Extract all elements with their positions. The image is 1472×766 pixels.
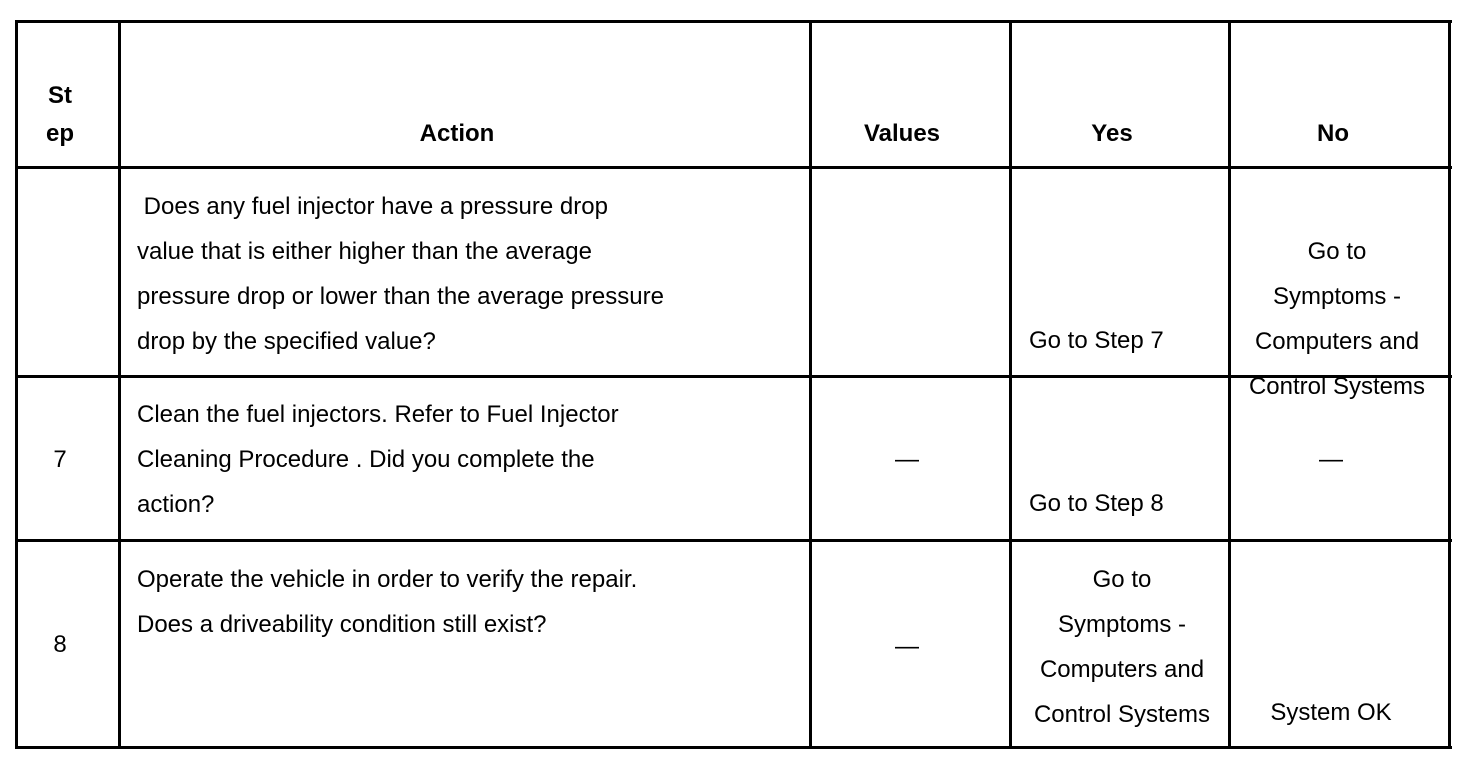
values-cell: — xyxy=(895,446,919,473)
table-rule xyxy=(16,20,1452,23)
no-cell-text: Go to Symptoms - Computers and Control Systems xyxy=(1248,238,1426,400)
no-cell: System OK xyxy=(1270,699,1392,726)
values-cell: — xyxy=(895,633,919,660)
header-values: Values xyxy=(863,120,941,147)
header-no: No xyxy=(1317,120,1349,147)
header-yes: Yes xyxy=(1091,120,1133,147)
table-rule xyxy=(16,746,1452,749)
header-step: St ep xyxy=(45,82,74,147)
action-cell: Operate the vehicle in order to verify the repair. Does a driveability condition still exist? xyxy=(137,566,638,638)
action-cell: Clean the fuel injectors. Refer to Fuel Injector Cleaning Procedure . Did you complete the action? xyxy=(137,401,619,518)
yes-cell: Go to Symptoms - Computers and Control Systems xyxy=(1033,566,1211,728)
step-cell: 8 xyxy=(53,631,67,658)
table-rule xyxy=(1448,20,1451,749)
table-rule xyxy=(16,166,1452,169)
header-action: Action xyxy=(419,120,495,147)
yes-cell: Go to Step 8 xyxy=(1029,490,1164,517)
no-cell: — xyxy=(1319,446,1343,473)
action-cell: Does any fuel injector have a pressure drop value that is either higher than the average pressure drop or lower than the average pressure drop by the specified value? xyxy=(137,193,664,355)
yes-cell: Go to Step 7 xyxy=(1029,327,1164,354)
no-cell xyxy=(1232,184,1442,409)
step-cell: 7 xyxy=(53,446,67,473)
table-rule xyxy=(16,539,1452,542)
